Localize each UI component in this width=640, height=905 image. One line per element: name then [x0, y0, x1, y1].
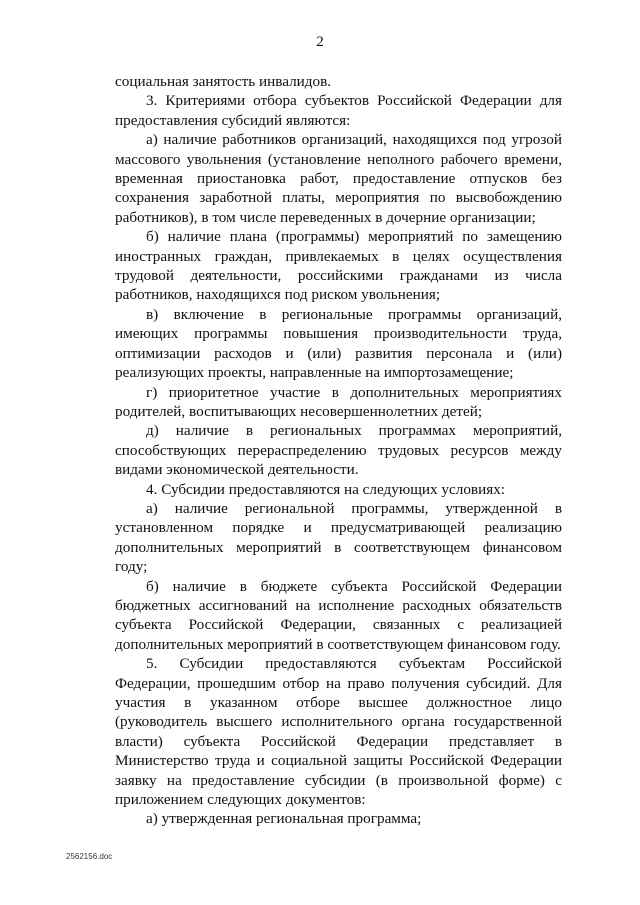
- paragraph: д) наличие в региональных программах мероприятий, способствующих перераспределению трудовых ресурсов между видами экономической деятельности.: [115, 422, 562, 479]
- paragraph: г) приоритетное участие в дополнительных мероприятиях родителей, воспитывающих несовершеннолетних детей;: [115, 383, 562, 420]
- paragraph: 3. Критериями отбора субъектов Российской Федерации для предоставления субсидий являются:: [115, 92, 562, 129]
- document-body: [115, 72, 562, 829]
- page-number: 2: [316, 34, 324, 50]
- paragraph: а) наличие региональной программы, утвержденной в установленном порядке и предусматривающей реализацию дополнительных мероприятий в соответствующем финансовом году;: [115, 499, 562, 576]
- document-file-name: 2562156.doc: [66, 852, 113, 861]
- paragraph: б) наличие плана (программы) мероприятий по замещению иностранных граждан, привлекаемых в целях осуществления трудовой деятельности, российскими гражданами из числа работников, находящихся под риском увольнения;: [115, 228, 562, 304]
- paragraph: а) наличие работников организаций, находящихся под угрозой массового увольнения (установление неполного рабочего времени, временная приостановка работ, предоставление отпусков без сохранения заработной платы, мероприятия по высвобождению работников), в том числе переведенных в дочерние организации;: [115, 131, 562, 226]
- paragraph: в) включение в региональные программы организаций, имеющих программы повышения производительности труда, оптимизации расходов и (или) развития персонала и (или) реализующих проекты, направленные на импортозамещение;: [115, 305, 562, 382]
- paragraph: 4. Субсидии предоставляются на следующих условиях:: [146, 480, 506, 498]
- paragraph: 5. Субсидии предоставляются субъектам Российской Федерации, прошедшим отбор на право получения субсидий. Для участия в указанном отборе высшее должностное лицо (руководитель высшего исполнительного органа государственной власти) субъекта Российской Федерации представляет в Министерство труда и социальной защиты Российской Федерации заявку на предоставление субсидии (в произвольной форме) с приложением следующих документов:: [115, 655, 562, 809]
- paragraph: социальная занятость инвалидов.: [115, 73, 332, 90]
- paragraph: б) наличие в бюджете субъекта Российской Федерации бюджетных ассигнований на исполнение расходных обязательств субъекта Российской Федерации, связанных с реализацией дополнительных мероприятий в соответствующем финансовом году.: [115, 577, 562, 653]
- paragraph: а) утвержденная региональная программа;: [146, 810, 422, 828]
